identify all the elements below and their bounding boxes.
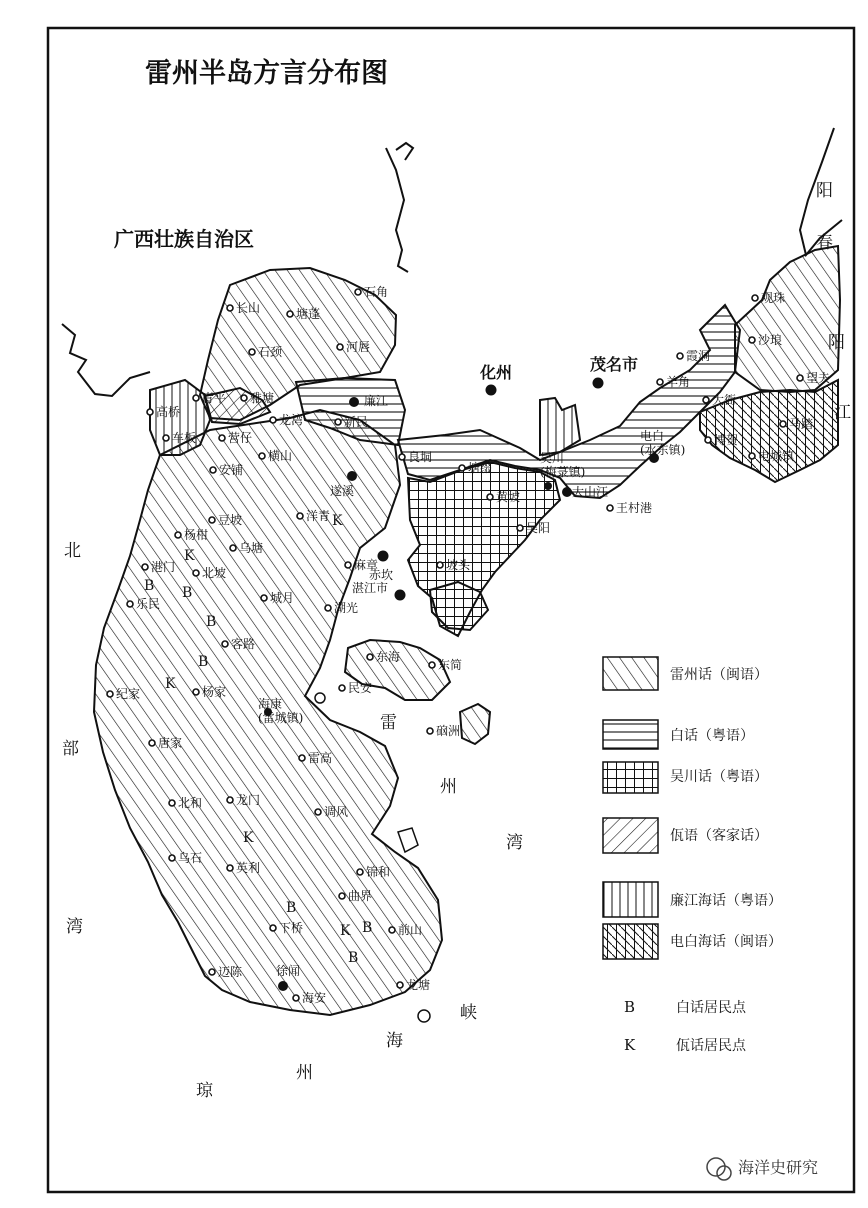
town-label: 大衙 xyxy=(712,393,737,407)
town-label: 民安 xyxy=(348,681,373,695)
town-marker xyxy=(607,500,652,515)
k-marker: K xyxy=(184,548,195,564)
town-label: 长山 xyxy=(236,301,261,315)
k-marker: K xyxy=(243,830,254,846)
town-label: 雷高 xyxy=(308,751,333,765)
town-label: 乐民 xyxy=(136,597,161,611)
town-marker xyxy=(339,680,372,695)
city-wuchuan-label: 吴川(梅菉镇) xyxy=(540,451,586,479)
west-coast-line xyxy=(62,324,150,396)
svg-text:湾: 湾 xyxy=(506,833,523,853)
svg-text:北: 北 xyxy=(64,541,81,561)
city-leizhou-label: 海康(雷城镇) xyxy=(258,697,304,725)
town-label: 洋青 xyxy=(306,509,331,523)
town-label: 雅塘 xyxy=(250,391,275,405)
town-label: 沙琅 xyxy=(758,333,783,347)
b-marker: B xyxy=(144,578,155,594)
legend-swatch-yaiyu xyxy=(603,818,658,853)
town-label: 安铺 xyxy=(219,463,244,477)
province-boundary-line xyxy=(386,148,408,272)
town-label: 龙湾 xyxy=(279,413,304,427)
town-label: 塘缀 xyxy=(468,461,493,475)
city-maoming-label: 茂名市 xyxy=(590,355,639,374)
town-label: 港门 xyxy=(151,560,176,574)
city-dashanjiang-label: 大山江 xyxy=(572,485,609,499)
town-label: 石颈 xyxy=(258,345,283,359)
town-label: 新民 xyxy=(344,415,369,429)
town-label: 豆坡 xyxy=(218,513,243,527)
town-label: 北坡 xyxy=(202,566,227,580)
town-label: 湖光 xyxy=(334,601,359,615)
k-marker: K xyxy=(332,513,343,529)
town-label: 营仔 xyxy=(228,431,253,445)
town-label: 电城镇 xyxy=(758,449,795,463)
town-label: 调风 xyxy=(324,805,349,819)
svg-text:雷: 雷 xyxy=(380,713,397,733)
city-xuwen-label: 徐闻 xyxy=(276,964,301,978)
b-marker: B xyxy=(206,614,217,630)
town-label: 良垌 xyxy=(408,450,433,464)
town-label: 龙塘 xyxy=(406,978,431,992)
town-label: 下桥 xyxy=(279,921,304,935)
watermark xyxy=(707,1158,818,1180)
city-dianbai-label: 电白(水东镇) xyxy=(640,429,686,457)
town-label: 唐家 xyxy=(158,736,183,750)
town-label: 东海 xyxy=(376,650,401,664)
legend-label-b: 白话居民点 xyxy=(676,1000,746,1016)
svg-text:州: 州 xyxy=(440,777,457,797)
svg-text:琼: 琼 xyxy=(196,1081,213,1101)
town-label: 麻章 xyxy=(354,558,379,572)
town-label: 塘蓬 xyxy=(296,307,321,321)
svg-text:春: 春 xyxy=(816,233,833,253)
wechat-icon xyxy=(707,1158,725,1176)
town-label: 坡头 xyxy=(446,558,471,572)
town-label: 河唇 xyxy=(346,340,371,354)
b-marker: B xyxy=(182,585,193,601)
legend-label-k: 佤话居民点 xyxy=(676,1038,746,1054)
islet xyxy=(398,828,418,852)
town-label: 纪家 xyxy=(116,687,141,701)
city-suixi-label: 遂溪 xyxy=(330,484,355,498)
svg-text:湾: 湾 xyxy=(66,917,83,937)
town-label: 龙门 xyxy=(236,793,261,807)
legend-label-yaiyu: 佤语（客家话） xyxy=(670,828,768,844)
svg-text:州: 州 xyxy=(296,1063,313,1083)
svg-text:部: 部 xyxy=(62,739,79,759)
legend-label-leizhou: 雷州话（闽语） xyxy=(670,667,768,683)
town-label: 横山 xyxy=(268,449,293,463)
town-label: 客路 xyxy=(231,637,256,651)
legend-swatch-baihua xyxy=(603,720,658,749)
b-marker: B xyxy=(362,920,373,936)
legend-symbol-b: B xyxy=(624,998,636,1016)
watermark-text: 海洋史研究 xyxy=(738,1158,819,1177)
b-marker: B xyxy=(198,654,209,670)
town-label: 黄坡 xyxy=(496,490,521,504)
town-label: 高桥 xyxy=(156,405,181,419)
town-label: 北和 xyxy=(178,796,203,810)
town-label: 羊角 xyxy=(666,375,691,389)
town-label: 杨柑 xyxy=(184,528,209,542)
legend-swatch-leizhou xyxy=(603,657,658,690)
city-chikan-label: 赤坎 xyxy=(369,568,394,582)
town-label: 乌塘 xyxy=(239,541,264,555)
legend-label-lianjiang: 廉江海话（粤语） xyxy=(670,893,782,909)
town-label: 硇洲 xyxy=(436,724,461,738)
svg-text:峡: 峡 xyxy=(460,1003,477,1023)
k-marker: K xyxy=(340,923,351,939)
town-label: 杨家 xyxy=(202,685,227,699)
town-label: 吴阳 xyxy=(526,521,551,535)
beibu-gulf-label xyxy=(62,541,83,937)
town-label: 车板 xyxy=(172,431,197,445)
town-label: 迈陈 xyxy=(218,965,243,979)
town-label: 前山 xyxy=(398,923,423,937)
town-label: 青平 xyxy=(202,391,227,405)
town-label: 海安 xyxy=(302,991,327,1005)
k-marker: K xyxy=(165,676,176,692)
legend-label-dianbai: 电白海话（闽语） xyxy=(670,934,782,950)
qiongzhou-strait-label xyxy=(196,1003,477,1101)
svg-text:阳: 阳 xyxy=(816,181,833,201)
town-label: 曲界 xyxy=(348,889,373,903)
town-label: 英利 xyxy=(236,861,261,875)
svg-text:海: 海 xyxy=(386,1031,403,1051)
island-naozhou xyxy=(460,704,490,744)
legend-swatch-dianbai xyxy=(603,924,658,959)
river-line xyxy=(396,143,413,160)
town-label: 东简 xyxy=(438,658,463,672)
town-marker xyxy=(677,349,710,363)
town-marker xyxy=(752,290,785,305)
region-label: 广西壮族自治区 xyxy=(114,227,254,251)
legend-swatch-lianjiang xyxy=(603,882,658,917)
town-label: 博贺 xyxy=(714,433,739,447)
town-label: 霞洞 xyxy=(686,349,711,363)
city-lianjiang-label: 廉江 xyxy=(364,394,389,408)
city-zhanjiang-label: 湛江市 xyxy=(352,581,389,595)
town-label: 城月 xyxy=(270,591,295,605)
map-legend xyxy=(603,657,782,1054)
city-maoming xyxy=(590,355,638,389)
town-label: 锦和 xyxy=(366,865,391,879)
b-marker: B xyxy=(348,950,359,966)
city-huazhou-label: 化州 xyxy=(480,363,513,382)
city-huazhou xyxy=(479,363,512,396)
b-marker: B xyxy=(286,900,297,916)
svg-text:江: 江 xyxy=(834,403,851,423)
town-label: 望夫 xyxy=(806,371,831,385)
town-label: 乌石 xyxy=(178,851,203,865)
city-zhanjiang xyxy=(352,580,406,601)
legend-symbol-k: K xyxy=(624,1036,636,1054)
legend-label-baihua: 白话（粤语） xyxy=(670,728,754,744)
town-label: 王村港 xyxy=(616,501,653,515)
town-marker xyxy=(427,724,460,738)
town-label: 马踏 xyxy=(789,417,814,431)
town-label: 观珠 xyxy=(761,291,786,305)
legend-label-wuchuan: 吴川话（粤语） xyxy=(670,769,768,785)
legend-swatch-wuchuan xyxy=(603,762,658,793)
islet xyxy=(315,693,325,703)
islet xyxy=(418,1010,430,1022)
map-title: 雷州半岛方言分布图 xyxy=(145,58,388,89)
svg-text:阳: 阳 xyxy=(828,333,845,353)
town-label: 石角 xyxy=(364,285,389,299)
